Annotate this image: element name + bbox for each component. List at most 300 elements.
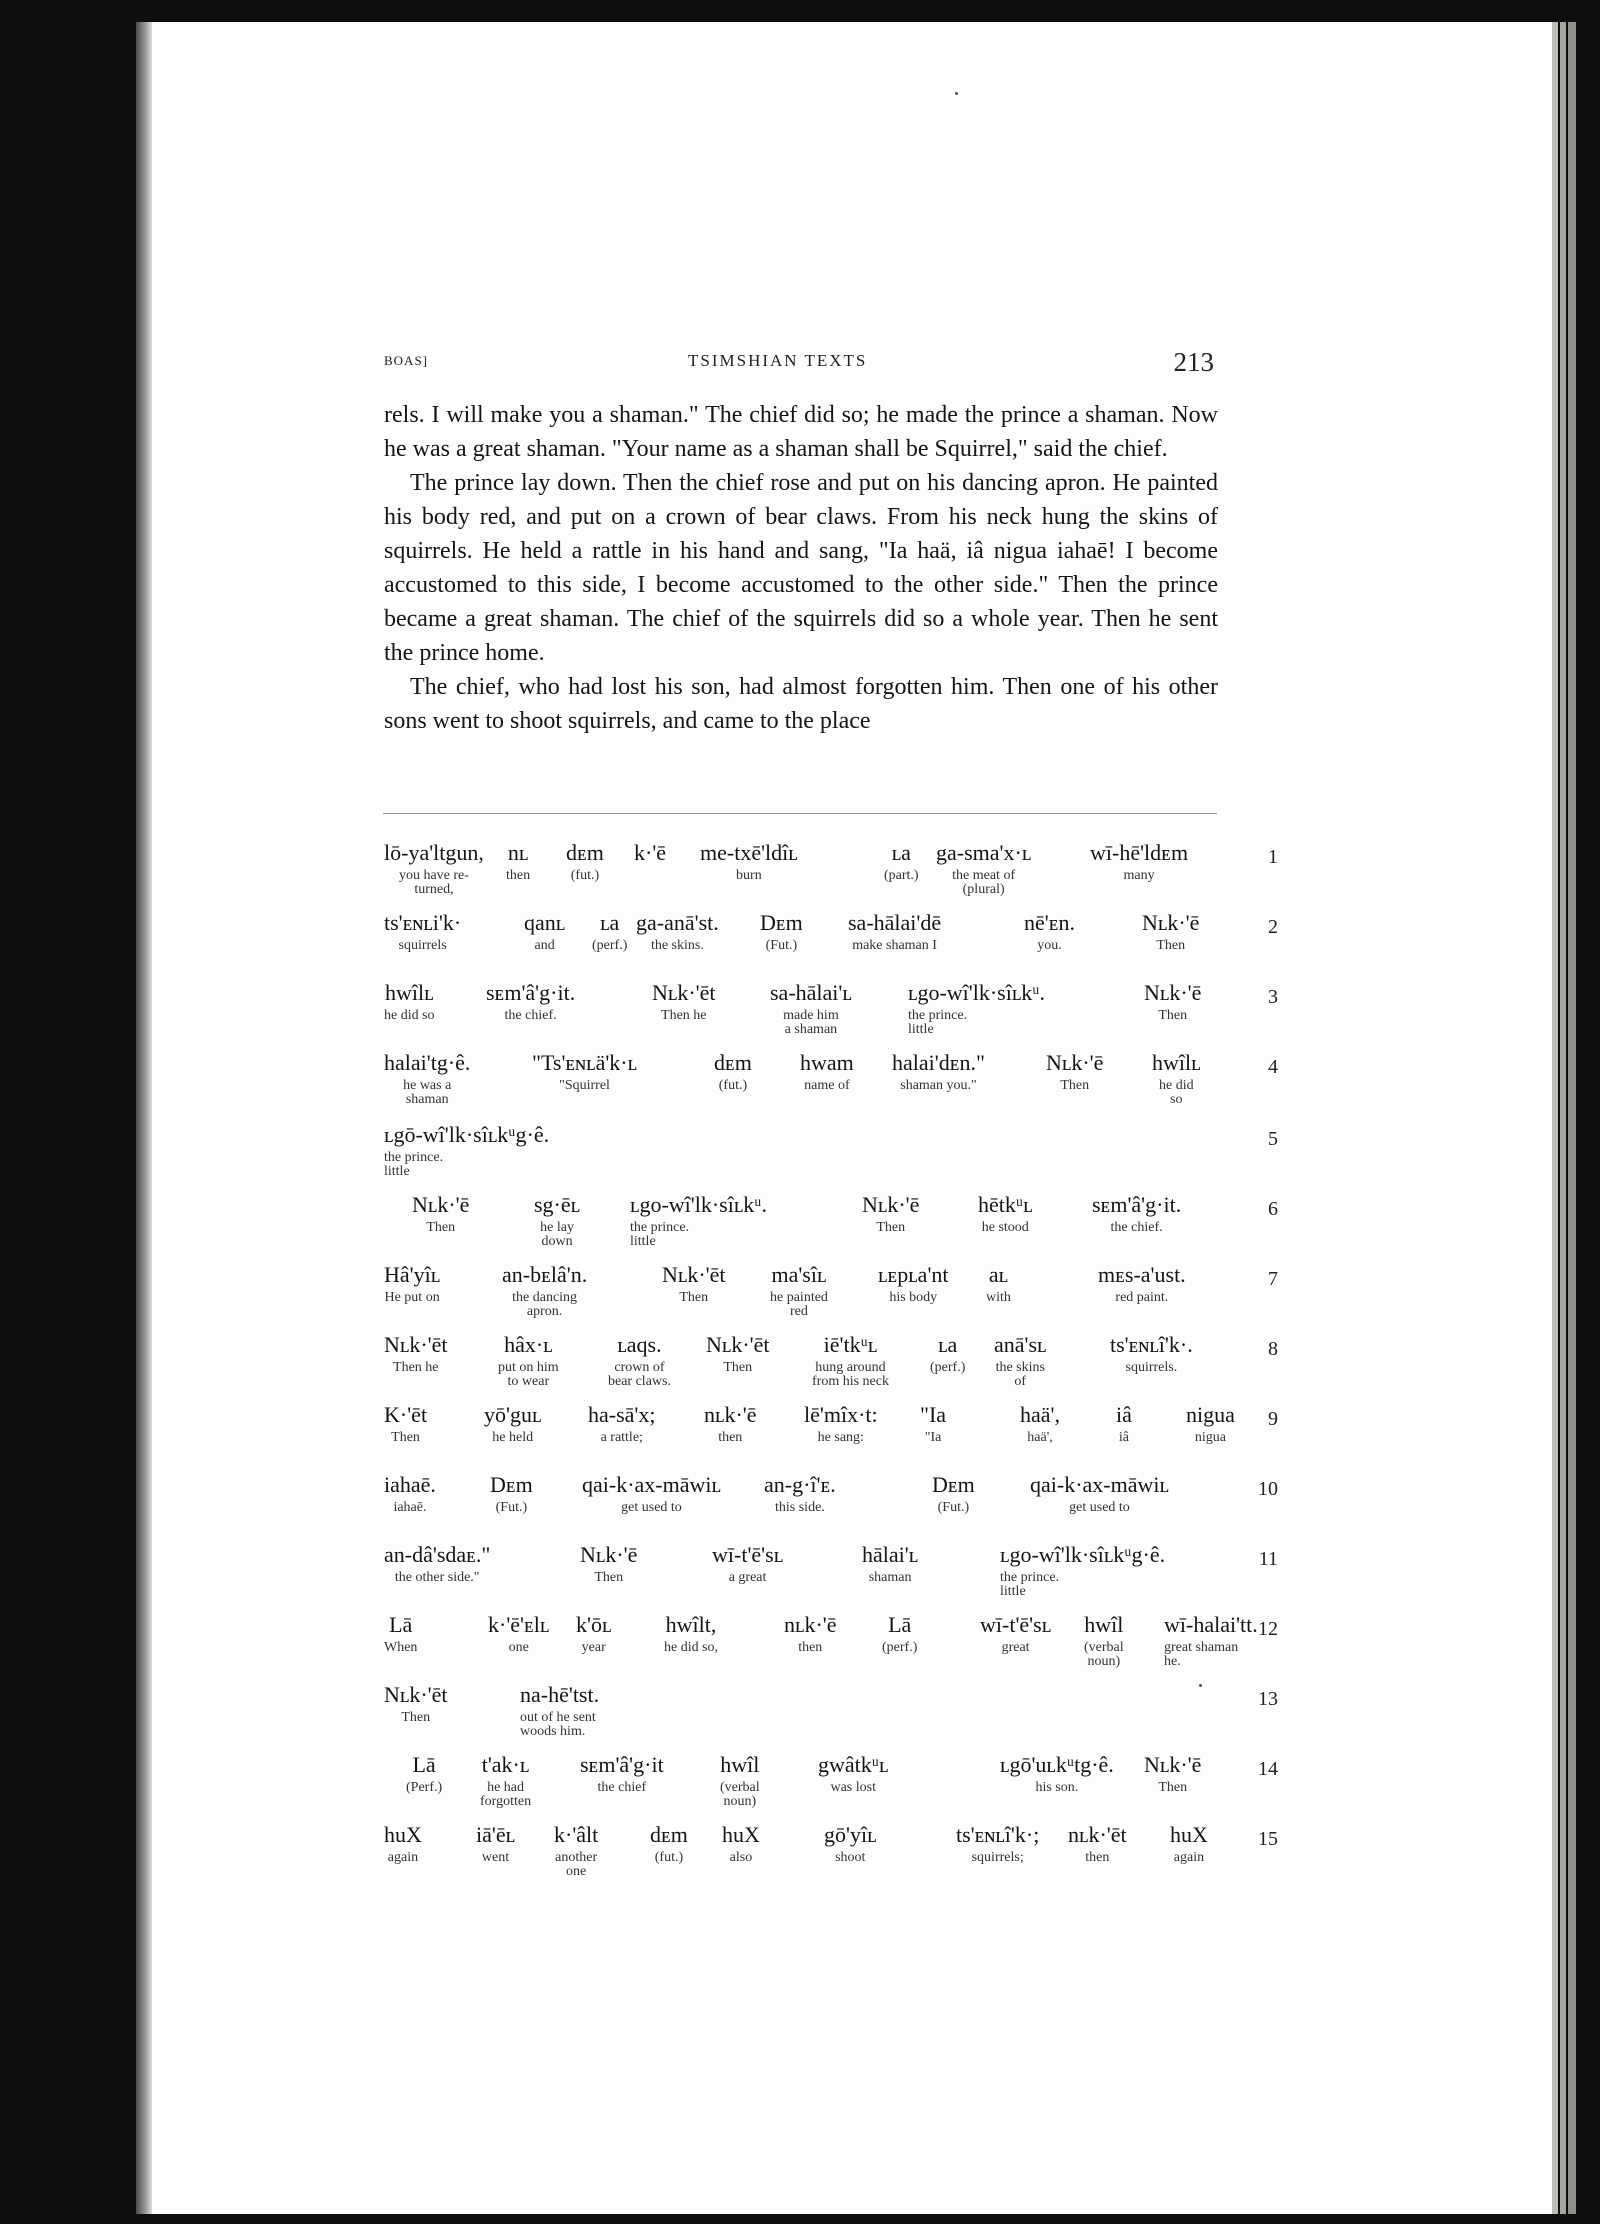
native-word: k·'ē'ᴇlʟ — [488, 1612, 550, 1637]
native-word: huX — [1170, 1822, 1208, 1847]
gloss-token — [986, 1262, 1011, 1305]
page-edge — [1560, 22, 1566, 2214]
native-word: hālai'ʟ — [862, 1542, 919, 1567]
english-gloss: was lost — [830, 1780, 876, 1795]
english-gloss: also — [729, 1850, 753, 1865]
gloss-token — [956, 1822, 1039, 1865]
english-gloss: he did so — [384, 1008, 435, 1023]
gloss-token — [384, 1262, 440, 1305]
native-word: Lā — [389, 1612, 413, 1637]
native-word: "Ia — [920, 1402, 947, 1427]
interlinear-line — [384, 1682, 1278, 1752]
native-word: mᴇs-a'ust. — [1098, 1262, 1186, 1287]
gloss-token — [1116, 1402, 1132, 1445]
interlinear-line — [384, 1472, 1278, 1542]
gloss-token — [804, 1402, 878, 1445]
english-gloss: his body — [889, 1290, 938, 1305]
english-gloss: Then — [723, 1360, 753, 1375]
running-header — [384, 347, 1214, 377]
gloss-token — [476, 1822, 515, 1865]
english-gloss: Then — [679, 1290, 709, 1305]
native-word: Nʟk·'ēt — [384, 1682, 448, 1707]
line-number: 15 — [1258, 1828, 1278, 1850]
native-word: halai'dᴇn." — [892, 1050, 985, 1075]
interlinear-line — [384, 980, 1278, 1050]
paragraph: The prince lay down. Then the chief rose and put on his dancing apron. He painted his body red, and put on a crown of bear claws. From his neck hung the skins of squirrels. He held a rattle in his hand and sang, "Ia haä, iâ nigua iahaē! I become accustomed to this side, I become accustomed to the other side." Then the prince became a great shaman. The chief of the squirrels did so a whole year. Then he sent the prince home. — [384, 470, 1218, 666]
header-author: BOAS] — [384, 353, 429, 368]
gloss-token — [652, 980, 716, 1023]
gloss-token — [384, 1682, 448, 1725]
native-word: t'ak·ʟ — [481, 1752, 530, 1777]
english-gloss: many — [1123, 868, 1155, 883]
native-word: iâ — [1116, 1402, 1132, 1427]
english-gloss: out of he sent woods him. — [520, 1710, 596, 1739]
native-word: an-g·î'ᴇ. — [764, 1472, 836, 1497]
native-word: ʟa — [600, 910, 620, 935]
english-gloss: again — [387, 1850, 419, 1865]
gloss-token — [480, 1752, 531, 1809]
line-number: 14 — [1258, 1758, 1278, 1780]
interlinear-line — [384, 1192, 1278, 1262]
english-gloss: the chief — [597, 1780, 647, 1795]
native-word: wī-t'ē'sʟ — [712, 1542, 784, 1567]
english-gloss: one — [508, 1640, 529, 1655]
english-gloss: the chief. — [1110, 1220, 1163, 1235]
native-word: hwîl — [1084, 1612, 1124, 1637]
english-gloss: shaman you." — [900, 1078, 977, 1093]
gloss-token — [930, 1332, 965, 1375]
gloss-token — [936, 840, 1031, 897]
english-gloss: he did so, — [664, 1640, 719, 1655]
english-gloss: then — [798, 1640, 823, 1655]
english-gloss: Then he — [661, 1008, 707, 1023]
gloss-token — [1170, 1822, 1208, 1865]
gloss-token — [592, 910, 627, 953]
native-word: Lā — [888, 1612, 912, 1637]
native-word: k·'âlt — [554, 1822, 599, 1847]
english-gloss: his son. — [1035, 1780, 1079, 1795]
english-gloss: another one — [555, 1850, 598, 1879]
english-gloss: Then — [1060, 1078, 1090, 1093]
gloss-token — [498, 1332, 559, 1389]
native-word: nigua — [1186, 1402, 1235, 1427]
native-word: sᴇm'â'g·it. — [486, 980, 576, 1005]
native-word: ts'ᴇɴʟî'k·. — [1110, 1332, 1193, 1357]
english-gloss: get used to — [621, 1500, 682, 1515]
native-word: hâx·ʟ — [504, 1332, 553, 1357]
native-word: k·'ē — [634, 840, 667, 865]
gloss-token — [770, 980, 852, 1037]
gloss-token — [1152, 1050, 1201, 1107]
native-word: gō'yîʟ — [824, 1822, 877, 1847]
gloss-token — [384, 1122, 549, 1179]
gloss-token — [630, 1192, 767, 1249]
english-gloss: then — [506, 868, 531, 883]
gloss-token — [800, 1050, 854, 1093]
native-word: nē'ᴇn. — [1024, 910, 1076, 935]
gloss-token — [554, 1822, 598, 1879]
gloss-token — [818, 1752, 888, 1795]
english-gloss: Then — [1158, 1780, 1188, 1795]
gloss-token — [636, 910, 719, 953]
native-word: ts'ᴇɴʟi'k· — [384, 910, 462, 935]
native-word: ʟa — [938, 1332, 958, 1357]
gloss-token — [882, 1612, 917, 1655]
interlinear-line — [384, 1332, 1278, 1402]
english-gloss: iahaē. — [393, 1500, 427, 1515]
gloss-token — [714, 1050, 752, 1093]
english-gloss: the skins. — [650, 938, 704, 953]
native-word: hwîlt, — [665, 1612, 717, 1637]
english-gloss: (Fut.) — [765, 938, 798, 953]
english-gloss: he painted red — [770, 1290, 828, 1319]
native-word: hwîlʟ — [1152, 1050, 1201, 1075]
native-word: qanʟ — [524, 910, 566, 935]
gloss-token — [1186, 1402, 1235, 1445]
english-gloss: (perf.) — [930, 1360, 966, 1375]
english-gloss: he had forgotten — [480, 1780, 532, 1809]
english-gloss: the skins of — [995, 1360, 1045, 1389]
native-word: an-dâ'sdaᴇ." — [384, 1542, 491, 1567]
english-gloss: the other side." — [394, 1570, 480, 1585]
native-word: Nʟk·'ēt — [384, 1332, 448, 1357]
native-word: ʟᴇpʟa'nt — [878, 1262, 949, 1287]
english-gloss: the prince. little — [1000, 1570, 1060, 1599]
english-gloss: the chief. — [504, 1008, 557, 1023]
gloss-token — [862, 1542, 918, 1585]
gloss-token — [634, 840, 666, 866]
english-gloss: (verbal noun) — [720, 1780, 760, 1809]
english-gloss: squirrels — [398, 938, 447, 953]
english-gloss: shaman — [868, 1570, 912, 1585]
gloss-token — [484, 1402, 541, 1445]
english-gloss: (fut.) — [654, 1850, 684, 1865]
native-word: anā'sʟ — [994, 1332, 1047, 1357]
gloss-token — [920, 1402, 946, 1445]
english-gloss: (Fut.) — [495, 1500, 528, 1515]
native-word: iā'ēʟ — [476, 1822, 516, 1847]
native-word: nʟk·'ē — [704, 1402, 757, 1427]
interlinear-line — [384, 1050, 1278, 1120]
interlinear-line — [384, 1262, 1278, 1332]
header-title: TSIMSHIAN TEXTS — [688, 351, 868, 370]
english-gloss: the meat of (plural) — [952, 868, 1016, 897]
gloss-token — [848, 910, 941, 953]
gloss-token — [994, 1332, 1047, 1389]
paragraph: The chief, who had lost his son, had almost forgotten him. Then one of his other sons went to shoot squirrels, and came to the place — [384, 674, 1218, 734]
english-gloss: great shaman he. — [1164, 1640, 1239, 1669]
gloss-token — [582, 1472, 721, 1515]
gloss-token — [812, 1332, 889, 1389]
native-word: wī-hē'ldᴇm — [1090, 840, 1189, 865]
gloss-token — [980, 1612, 1051, 1655]
native-word: qai-k·ax-māwiʟ — [1030, 1472, 1169, 1497]
native-word: gwâtkᵘʟ — [818, 1752, 889, 1777]
native-word: Nʟk·'ēt — [652, 980, 716, 1005]
gloss-token — [384, 1612, 417, 1655]
english-gloss: the prince. little — [630, 1220, 690, 1249]
english-gloss: Then — [594, 1570, 624, 1585]
english-gloss: (fut.) — [718, 1078, 748, 1093]
english-gloss: you have re- turned, — [398, 868, 469, 897]
gloss-token — [1092, 1192, 1181, 1235]
english-gloss: iâ — [1118, 1430, 1129, 1445]
interlinear-line — [384, 1752, 1278, 1822]
native-word: Lā — [412, 1752, 436, 1777]
native-word: ts'ᴇɴʟî'k·; — [956, 1822, 1040, 1847]
english-gloss: squirrels. — [1125, 1360, 1178, 1375]
native-word: ma'sîʟ — [771, 1262, 827, 1287]
english-gloss: (Perf.) — [406, 1780, 443, 1795]
native-word: hwîl — [720, 1752, 760, 1777]
native-word: K·'ēt — [384, 1402, 428, 1427]
english-gloss: made him a shaman — [783, 1008, 839, 1037]
line-number: 7 — [1268, 1268, 1278, 1290]
gloss-token — [1142, 910, 1199, 953]
english-gloss: "Squirrel — [559, 1078, 610, 1093]
native-word: sa-hālai'ʟ — [770, 980, 852, 1005]
native-word: lō-ya'ltgun, — [384, 840, 484, 865]
native-word: Nʟk·'ē — [1142, 910, 1200, 935]
gloss-token — [1110, 1332, 1193, 1375]
gloss-token — [878, 1262, 949, 1305]
section-divider — [383, 813, 1217, 814]
gloss-token — [580, 1752, 664, 1795]
native-word: nʟk·'ēt — [1068, 1822, 1127, 1847]
gloss-token — [662, 1262, 726, 1305]
native-word: sᴇm'â'g·it. — [1092, 1192, 1182, 1217]
native-word: ʟgō'uʟkᵘtg·ê. — [1000, 1752, 1114, 1777]
native-word: sᴇm'â'g·it — [580, 1752, 664, 1777]
line-number: 1 — [1268, 846, 1278, 868]
native-word: k'ōʟ — [576, 1612, 612, 1637]
paragraph: rels. I will make you a shaman." The chief did so; he made the prince a shaman. Now he was a great shaman. "Your name as a shaman shall be Squirrel," said the chief. — [384, 402, 1218, 462]
gloss-token — [488, 1612, 549, 1655]
page-edge — [1552, 22, 1558, 2214]
gloss-token — [1090, 840, 1188, 883]
gloss-token — [384, 1402, 427, 1445]
native-word: ʟaqs. — [617, 1332, 662, 1357]
english-gloss: (verbal noun) — [1084, 1640, 1124, 1669]
gloss-token — [892, 1050, 985, 1093]
gloss-token — [384, 1472, 436, 1515]
gloss-token — [384, 840, 484, 897]
native-word: nʟk·'ē — [784, 1612, 837, 1637]
english-gloss: year — [581, 1640, 606, 1655]
gloss-token — [704, 1402, 757, 1445]
english-gloss: Then — [1156, 938, 1186, 953]
interlinear-line — [384, 1612, 1278, 1682]
english-gloss: get used to — [1069, 1500, 1130, 1515]
gloss-token — [1144, 1752, 1201, 1795]
gloss-token — [1098, 1262, 1186, 1305]
english-gloss: make shaman I — [852, 938, 937, 953]
gloss-token — [490, 1472, 533, 1515]
gloss-token — [580, 1542, 637, 1585]
native-word: "Ts'ᴇɴʟä'k·ʟ — [532, 1050, 638, 1075]
native-word: hētkᵘʟ — [978, 1192, 1033, 1217]
gloss-token — [722, 1822, 760, 1865]
gloss-token — [884, 840, 919, 883]
native-word: Nʟk·'ē — [412, 1192, 470, 1217]
gloss-token — [1144, 980, 1201, 1023]
english-gloss: then — [1085, 1850, 1110, 1865]
english-gloss: great — [1001, 1640, 1030, 1655]
english-gloss: red paint. — [1115, 1290, 1169, 1305]
english-gloss: When — [384, 1640, 418, 1655]
native-word: ʟgō-wî'lk·sîʟkᵘg·ê. — [384, 1122, 550, 1147]
english-gloss: (perf.) — [882, 1640, 918, 1655]
native-word: huX — [384, 1822, 422, 1847]
native-word: haä', — [1020, 1402, 1060, 1427]
native-word: dᴇm — [566, 840, 604, 865]
english-gloss: he lay down — [540, 1220, 574, 1249]
english-gloss: again — [1173, 1850, 1205, 1865]
native-word: yō'guʟ — [484, 1402, 542, 1427]
english-gloss: he was a shaman — [403, 1078, 452, 1107]
line-number: 9 — [1268, 1408, 1278, 1430]
line-number: 10 — [1258, 1478, 1278, 1500]
page-number: 213 — [1173, 347, 1214, 377]
gloss-token — [1000, 1542, 1165, 1599]
english-gloss: went — [481, 1850, 510, 1865]
english-gloss: (Fut.) — [937, 1500, 970, 1515]
native-word: qai-k·ax-māwiʟ — [582, 1472, 721, 1497]
english-gloss: the dancing apron. — [512, 1290, 578, 1319]
english-gloss: haä', — [1027, 1430, 1053, 1445]
native-word: ga-sma'x·ʟ — [936, 840, 1032, 865]
translation-text — [384, 398, 1218, 738]
native-word: ʟgo-wî'lk·sîʟkᵘ. — [908, 980, 1046, 1005]
gloss-token — [1084, 1612, 1124, 1669]
gloss-token — [412, 1192, 469, 1235]
gloss-token — [1000, 1752, 1114, 1795]
interlinear-line — [384, 1402, 1278, 1472]
gloss-token — [784, 1612, 837, 1655]
native-word: Nʟk·'ē — [1144, 1752, 1202, 1777]
interlinear-line — [384, 1122, 1278, 1192]
gloss-token — [700, 840, 798, 883]
line-number: 11 — [1258, 1548, 1278, 1570]
english-gloss: Then — [876, 1220, 906, 1235]
native-word: ʟgo-wî'lk·sîʟkᵘ. — [630, 1192, 768, 1217]
english-gloss: Then — [401, 1710, 431, 1725]
native-word: halai'tg·ê. — [384, 1050, 471, 1075]
gloss-token — [770, 1262, 828, 1319]
gloss-token — [384, 910, 461, 953]
native-word: Hâ'yîʟ — [384, 1262, 441, 1287]
english-gloss: shoot — [835, 1850, 866, 1865]
line-number: 13 — [1258, 1688, 1278, 1710]
gloss-token — [932, 1472, 975, 1515]
native-word: Nʟk·'ē — [580, 1542, 638, 1567]
english-gloss: crown of bear claws. — [608, 1360, 671, 1389]
english-gloss: then — [718, 1430, 743, 1445]
english-gloss: a great — [728, 1570, 767, 1585]
gloss-token — [706, 1332, 770, 1375]
english-gloss: Then — [1158, 1008, 1188, 1023]
native-word: Nʟk·'ē — [1144, 980, 1202, 1005]
gloss-token — [608, 1332, 671, 1389]
native-word: aʟ — [988, 1262, 1009, 1287]
page-binding — [136, 22, 152, 2214]
native-word: dᴇm — [714, 1050, 752, 1075]
english-gloss: you. — [1037, 938, 1062, 953]
native-word: wī-t'ē'sʟ — [980, 1612, 1052, 1637]
line-number: 8 — [1268, 1338, 1278, 1360]
native-word: sa-hālai'dē — [848, 910, 942, 935]
page-edge — [1568, 22, 1576, 2214]
gloss-token — [824, 1822, 877, 1865]
english-gloss: Then he — [393, 1360, 439, 1375]
gloss-token — [566, 840, 604, 883]
native-word: iahaē. — [384, 1472, 436, 1497]
english-gloss: he stood — [981, 1220, 1029, 1235]
native-word: Nʟk·'ēt — [706, 1332, 770, 1357]
native-word: Dᴇm — [760, 910, 803, 935]
native-word: dᴇm — [650, 1822, 688, 1847]
gloss-token — [486, 980, 575, 1023]
gloss-token — [1164, 1612, 1258, 1669]
interlinear-line — [384, 1822, 1278, 1892]
interlinear-line — [384, 1542, 1278, 1612]
gloss-token — [712, 1542, 783, 1585]
english-gloss: He put on — [384, 1290, 440, 1305]
english-gloss: (part.) — [884, 868, 919, 883]
english-gloss: Then — [426, 1220, 456, 1235]
english-gloss: (perf.) — [592, 938, 628, 953]
native-word: ga-anā'st. — [636, 910, 719, 935]
line-number: 4 — [1268, 1056, 1278, 1078]
native-word: Nʟk·'ē — [1046, 1050, 1104, 1075]
native-word: wī-halai'tt. — [1164, 1612, 1258, 1637]
gloss-token — [384, 1542, 490, 1585]
gloss-token — [720, 1752, 760, 1809]
gloss-token — [1046, 1050, 1103, 1093]
gloss-token — [1024, 910, 1075, 953]
interlinear-line — [384, 840, 1278, 910]
native-word: sg·ēʟ — [534, 1192, 581, 1217]
line-number: 12 — [1258, 1618, 1278, 1640]
gloss-token — [384, 1332, 448, 1375]
gloss-token — [908, 980, 1045, 1037]
gloss-token — [760, 910, 803, 953]
gloss-token — [1030, 1472, 1169, 1515]
interlinear-line — [384, 910, 1278, 980]
line-number: 5 — [1268, 1128, 1278, 1150]
native-word: Nʟk·'ē — [862, 1192, 920, 1217]
native-word: na-hē'tst. — [520, 1682, 600, 1707]
gloss-token — [524, 910, 565, 953]
english-gloss: hung around from his neck — [812, 1360, 889, 1389]
gloss-token — [764, 1472, 836, 1515]
native-word: ʟgo-wî'lk·sîʟkᵘg·ê. — [1000, 1542, 1166, 1567]
english-gloss: he held — [492, 1430, 534, 1445]
line-number: 3 — [1268, 986, 1278, 1008]
english-gloss: name of — [804, 1078, 850, 1093]
native-word: nʟ — [507, 840, 529, 865]
english-gloss: with — [986, 1290, 1011, 1305]
gloss-token — [384, 1822, 422, 1865]
gloss-token — [588, 1402, 656, 1445]
english-gloss: this side. — [775, 1500, 825, 1515]
gloss-token — [506, 840, 530, 883]
gloss-token — [1020, 1402, 1060, 1445]
native-word: hwam — [800, 1050, 854, 1075]
native-word: huX — [722, 1822, 760, 1847]
gloss-token — [1068, 1822, 1127, 1865]
gloss-token — [862, 1192, 919, 1235]
